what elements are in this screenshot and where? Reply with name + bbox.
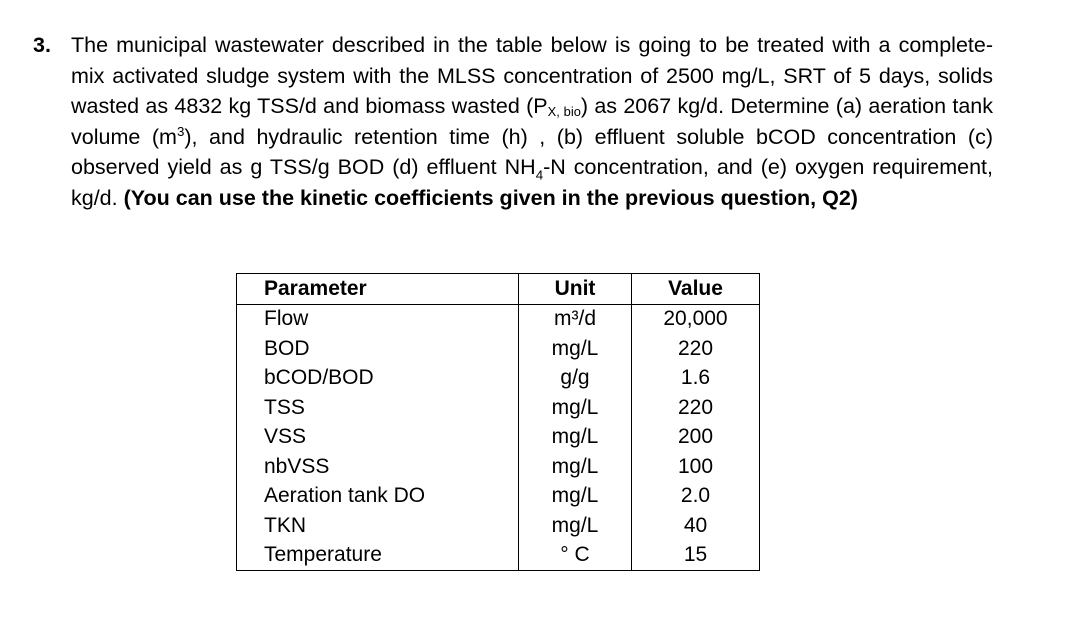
cell-parameter: Flow [237, 304, 519, 334]
table-row [237, 541, 760, 571]
cell-value: 200 [632, 423, 760, 453]
table-row [237, 393, 760, 423]
cell-parameter: nbVSS [237, 452, 519, 482]
cell-unit: g/g [519, 364, 632, 394]
table-row [237, 364, 760, 394]
cell-value: 40 [632, 511, 760, 541]
cell-unit: mg/L [519, 511, 632, 541]
nh4-subscript: 4 [535, 167, 544, 183]
question-text-part4: -N concentration, and (e) oxygen requirement, kg/d. [71, 155, 993, 210]
cell-parameter: TSS [237, 393, 519, 423]
header-parameter: Parameter [237, 274, 519, 305]
cell-parameter: VSS [237, 423, 519, 453]
cell-value: 1.6 [632, 364, 760, 394]
cell-unit: mg/L [519, 334, 632, 364]
table-row [237, 334, 760, 364]
cell-value: 220 [632, 393, 760, 423]
cell-parameter: bCOD/BOD [237, 364, 519, 394]
bold-note: (You can use the kinetic coefficients given in the previous question, Q2) [123, 185, 858, 210]
header-unit: Unit [519, 274, 632, 305]
table-row [237, 511, 760, 541]
cell-parameter: BOD [237, 334, 519, 364]
cell-unit: mg/L [519, 393, 632, 423]
cell-value: 15 [632, 541, 760, 571]
cell-value: 20,000 [632, 304, 760, 334]
header-value: Value [632, 274, 760, 305]
cell-parameter: Aeration tank DO [237, 482, 519, 512]
question-text-part1: The municipal wastewater described in the table below is going to be treated with a complete-mix activated sludge system with the MLSS concentration of 2500 mg/L, SRT of 5 days, solids wasted as 4832 kg TSS/d and biomass wasted (P [71, 33, 993, 119]
table-row [237, 423, 760, 453]
problem-statement [33, 30, 993, 214]
cell-parameter: TKN [237, 511, 519, 541]
cell-value: 2.0 [632, 482, 760, 512]
cell-parameter: Temperature [237, 541, 519, 571]
px-subscript: X, bio [547, 104, 581, 120]
m3-superscript: 3 [176, 123, 185, 139]
question-text-part2: ) as 2067 kg/d. Determine (a) aeration tank volume (m [71, 94, 993, 149]
cell-unit: ° C [519, 541, 632, 571]
cell-unit: m³/d [519, 304, 632, 334]
parameter-table [236, 273, 760, 571]
cell-value: 220 [632, 334, 760, 364]
cell-unit: mg/L [519, 423, 632, 453]
question-text-part3: ), and hydraulic retention time (h) , (b) effluent soluble bCOD concentration (c) observed yield as g TSS/g BOD (d) effluent NH [71, 124, 993, 180]
table-row [237, 304, 760, 334]
table-row [237, 452, 760, 482]
question-number: 3. [33, 33, 51, 57]
cell-value: 100 [632, 452, 760, 482]
question-text [71, 30, 993, 214]
cell-unit: mg/L [519, 482, 632, 512]
table-header-row [237, 274, 760, 305]
cell-unit: mg/L [519, 452, 632, 482]
table-row [237, 482, 760, 512]
